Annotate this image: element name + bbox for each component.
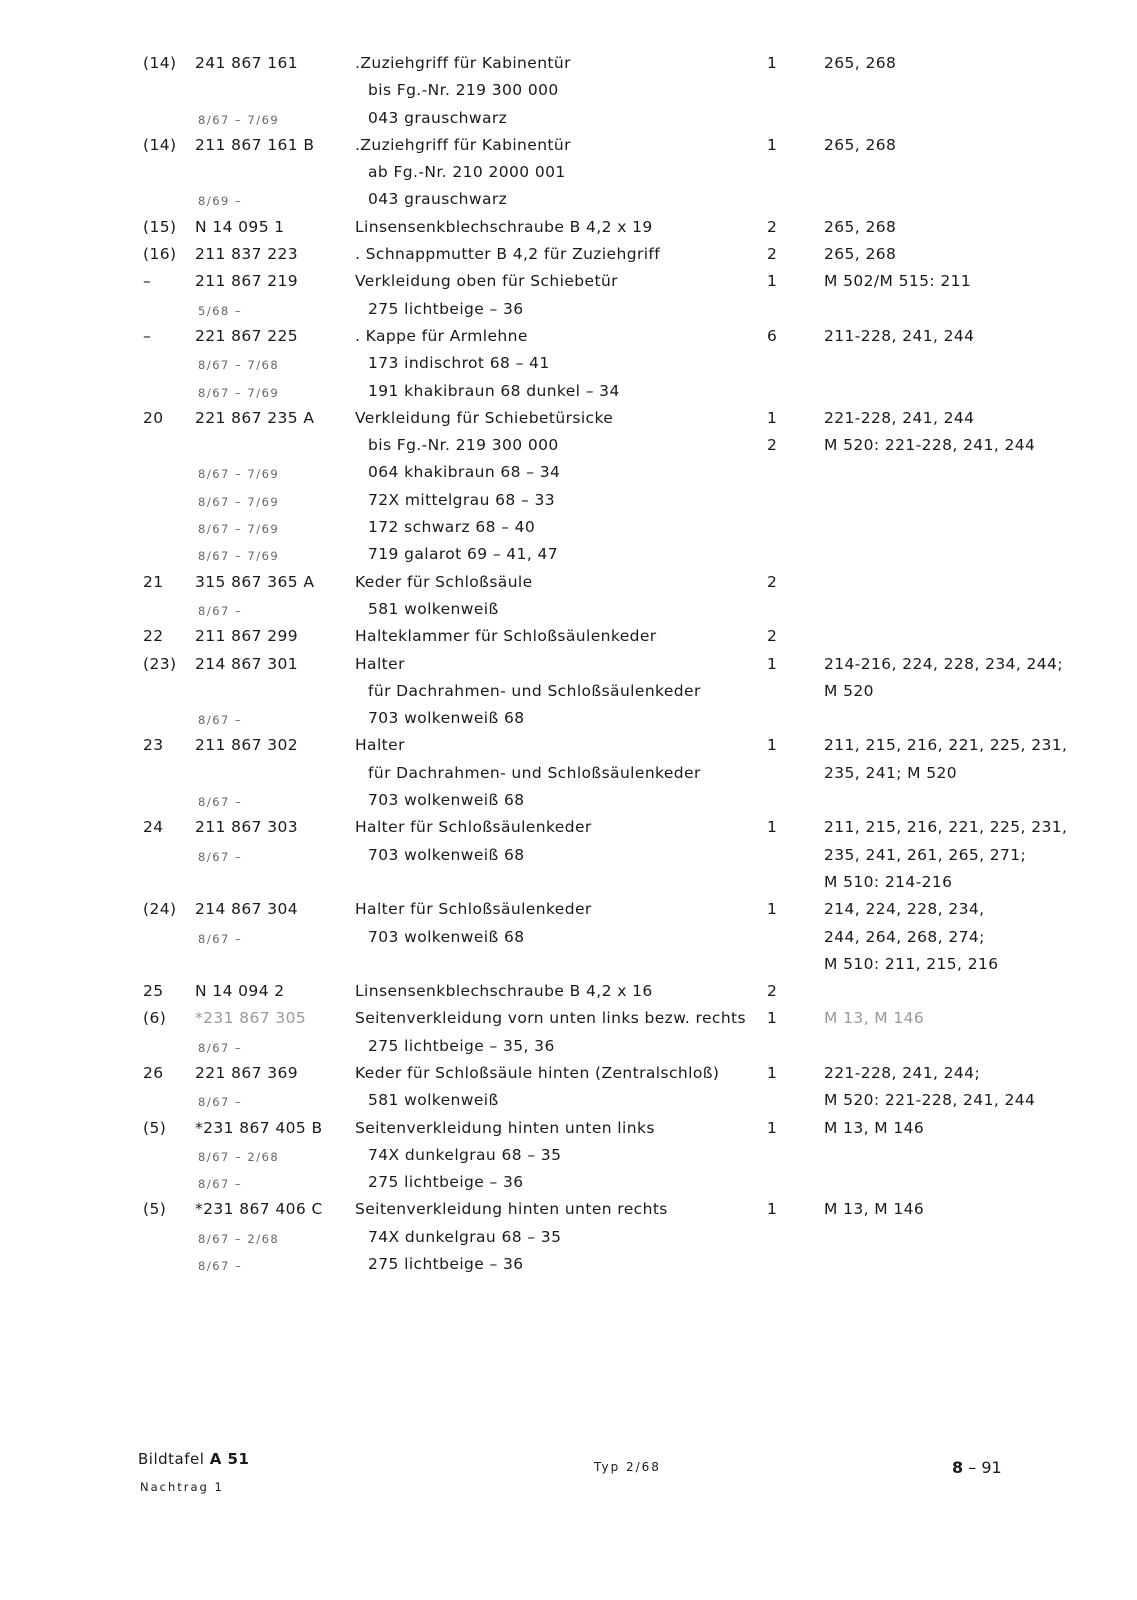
description-detail: ab Fg.-Nr. 210 2000 001 (368, 163, 566, 182)
figure-ref: (23) (143, 654, 177, 673)
description-detail: 275 lichtbeige – 35, 36 (368, 1036, 555, 1055)
date-range: 8/67 – (198, 931, 243, 946)
description-detail: 275 lichtbeige – 36 (368, 1173, 524, 1192)
list-item (0, 489, 1137, 516)
description-detail: 74X dunkelgrau 68 – 35 (368, 1145, 562, 1164)
description-detail: 064 khakibraun 68 – 34 (368, 463, 561, 482)
description: Halter (355, 736, 405, 755)
description-detail: 581 wolkenweiß (368, 599, 499, 618)
description-detail: 043 grauschwarz (368, 108, 508, 127)
part-number: 221 867 235 A (195, 408, 315, 427)
quantity: 1 (767, 1118, 778, 1137)
quantity: 6 (767, 326, 778, 345)
part-number: 211 867 303 (195, 818, 299, 837)
list-item (0, 653, 1137, 680)
list-item (0, 1171, 1137, 1198)
figure-ref: 22 (143, 627, 164, 646)
description-detail: 275 lichtbeige – 36 (368, 1255, 524, 1274)
list-item (0, 380, 1137, 407)
list-item (0, 1117, 1137, 1144)
description-detail: 043 grauschwarz (368, 190, 508, 209)
date-range: 8/67 – 7/69 (198, 112, 280, 127)
description: Linsensenkblechschraube B 4,2 x 19 (355, 217, 653, 236)
date-range: 8/67 – 7/69 (198, 385, 280, 400)
figure-ref: (14) (143, 54, 177, 72)
quantity: 2 (767, 245, 778, 264)
list-item (0, 1062, 1137, 1089)
quantity: 2 (767, 217, 778, 236)
description: Linsensenkblechschraube B 4,2 x 16 (355, 982, 653, 1001)
description-detail: 703 wolkenweiß 68 (368, 845, 525, 864)
date-range: 8/67 – (198, 795, 243, 810)
part-number: 315 867 365 A (195, 572, 315, 591)
description: . Kappe für Armlehne (355, 326, 528, 345)
quantity: 1 (767, 736, 778, 755)
date-range: 8/67 – 7/69 (198, 494, 280, 509)
date-range: 8/67 – 2/68 (198, 1231, 280, 1246)
part-number: *231 867 305 (195, 1009, 307, 1028)
quantity: 1 (767, 1009, 778, 1028)
part-number: 214 867 301 (195, 654, 299, 673)
list-item (0, 898, 1137, 925)
remarks: 211, 215, 216, 221, 225, 231, (824, 818, 1068, 837)
figure-ref: 23 (143, 736, 164, 755)
part-number: *231 867 406 C (195, 1200, 323, 1219)
date-range: 5/68 – (198, 303, 243, 318)
description: . Schnappmutter B 4,2 für Zuziehgriff (355, 245, 661, 264)
remarks: 265, 268 (824, 135, 897, 154)
date-range: 8/67 – (198, 849, 243, 864)
list-item (0, 516, 1137, 543)
description: .Zuziehgriff für Kabinentür (355, 135, 571, 154)
description: Halter (355, 654, 405, 673)
description: Keder für Schloßsäule hinten (Zentralschloß) (355, 1063, 720, 1082)
remarks: M 502/M 515: 211 (824, 272, 972, 291)
description-detail: 703 wolkenweiß 68 (368, 927, 525, 946)
remarks: 211, 215, 216, 221, 225, 231, (824, 736, 1068, 755)
remarks: M 510: 211, 215, 216 (824, 954, 999, 973)
remarks: M 520: 221-228, 241, 244 (824, 1091, 1036, 1110)
remarks: 221-228, 241, 244; (824, 1063, 981, 1082)
figure-ref: 24 (143, 818, 164, 837)
description-detail: 172 schwarz 68 – 40 (368, 518, 536, 537)
list-item (0, 680, 1137, 707)
description-detail: 719 galarot 69 – 41, 47 (368, 545, 559, 564)
date-range: 8/67 – 7/69 (198, 467, 280, 482)
figure-ref: 25 (143, 982, 164, 1001)
part-number: 221 867 225 (195, 326, 299, 345)
list-item (0, 1035, 1137, 1062)
description-detail: für Dachrahmen- und Schloßsäulenkeder (368, 681, 701, 700)
remarks: 235, 241; M 520 (824, 763, 958, 782)
remarks: 244, 264, 268, 274; (824, 927, 985, 946)
date-range: 8/67 – (198, 603, 243, 618)
figure-ref: (6) (143, 1009, 167, 1028)
plate-number: A 51 (209, 1450, 250, 1468)
part-number: 211 867 219 (195, 272, 299, 291)
remarks: 235, 241, 261, 265, 271; (824, 845, 1027, 864)
description-detail: 581 wolkenweiß (368, 1091, 499, 1110)
date-range: 8/67 – 7/69 (198, 549, 280, 564)
list-item (0, 625, 1137, 652)
list-item (0, 216, 1137, 243)
remarks: M 520 (824, 681, 874, 700)
parts-list (0, 52, 1137, 1280)
list-item (0, 270, 1137, 297)
remarks: 265, 268 (824, 217, 897, 236)
date-range: 8/67 – 2/68 (198, 1149, 280, 1164)
list-item (0, 1253, 1137, 1280)
list-item (0, 789, 1137, 816)
list-item (0, 134, 1137, 161)
part-number: 211 867 161 B (195, 135, 315, 154)
part-number: 214 867 304 (195, 900, 299, 919)
figure-ref: 20 (143, 408, 164, 427)
date-range: 8/67 – 7/68 (198, 358, 280, 373)
description-detail: für Dachrahmen- und Schloßsäulenkeder (368, 763, 701, 782)
list-item (0, 980, 1137, 1007)
figure-ref: (16) (143, 245, 177, 264)
quantity: 1 (767, 900, 778, 919)
remarks: M 13, M 146 (824, 1118, 925, 1137)
figure-ref: (24) (143, 900, 177, 919)
remarks: 214, 224, 228, 234, (824, 900, 985, 919)
list-item (0, 161, 1137, 188)
quantity: 2 (767, 627, 778, 646)
part-number: 221 867 369 (195, 1063, 299, 1082)
list-item (0, 407, 1137, 434)
date-range: 8/67 – (198, 1040, 243, 1055)
list-item (0, 325, 1137, 352)
date-range: 8/67 – (198, 713, 243, 728)
quantity: 1 (767, 1200, 778, 1219)
list-item (0, 298, 1137, 325)
figure-ref: – (143, 272, 152, 291)
figure-ref: 26 (143, 1063, 164, 1082)
quantity: 1 (767, 54, 778, 72)
date-range: 8/67 – 7/69 (198, 522, 280, 537)
remarks: M 13, M 146 (824, 1009, 925, 1028)
list-item (0, 707, 1137, 734)
description-detail: bis Fg.-Nr. 219 300 000 (368, 436, 559, 455)
date-range: 8/67 – (198, 1259, 243, 1274)
description-detail: 275 lichtbeige – 36 (368, 299, 524, 318)
figure-ref: (5) (143, 1118, 167, 1137)
description: Halteklammer für Schloßsäulenkeder (355, 627, 657, 646)
part-number: *231 867 405 B (195, 1118, 323, 1137)
quantity: 1 (767, 272, 778, 291)
list-item (0, 953, 1137, 980)
list-item (0, 188, 1137, 215)
description-detail: 72X mittelgrau 68 – 33 (368, 490, 555, 509)
quantity: 1 (767, 1063, 778, 1082)
list-item (0, 762, 1137, 789)
page-number (952, 1458, 1002, 1477)
description: Keder für Schloßsäule (355, 572, 533, 591)
description-detail: 703 wolkenweiß 68 (368, 709, 525, 728)
description: Halter für Schloßsäulenkeder (355, 900, 592, 919)
part-number: N 14 095 1 (195, 217, 285, 236)
list-item (0, 434, 1137, 461)
list-item (0, 1226, 1137, 1253)
list-item (0, 52, 1137, 79)
list-item (0, 1144, 1137, 1171)
list-item (0, 871, 1137, 898)
list-item (0, 1089, 1137, 1116)
description-detail: bis Fg.-Nr. 219 300 000 (368, 81, 559, 100)
list-item (0, 598, 1137, 625)
list-item (0, 243, 1137, 270)
supplement: Nachtrag 1 (140, 1480, 224, 1494)
remarks: M 13, M 146 (824, 1200, 925, 1219)
part-number: N 14 094 2 (195, 982, 285, 1001)
list-item (0, 816, 1137, 843)
plate-label: Bildtafel (138, 1450, 205, 1468)
date-range: 8/67 – (198, 1095, 243, 1110)
description: Seitenverkleidung hinten unten links (355, 1118, 655, 1137)
description: Seitenverkleidung hinten unten rechts (355, 1200, 668, 1219)
list-item (0, 1198, 1137, 1225)
figure-ref: (15) (143, 217, 177, 236)
list-item (0, 844, 1137, 871)
description-detail: 74X dunkelgrau 68 – 35 (368, 1227, 562, 1246)
quantity: 1 (767, 654, 778, 673)
description: Verkleidung für Schiebetürsicke (355, 408, 614, 427)
list-item (0, 107, 1137, 134)
part-number: 211 837 223 (195, 245, 299, 264)
list-item (0, 926, 1137, 953)
list-item (0, 79, 1137, 106)
description: Verkleidung oben für Schiebetür (355, 272, 618, 291)
list-item (0, 352, 1137, 379)
figure-ref: (5) (143, 1200, 167, 1219)
figure-ref: – (143, 326, 152, 345)
description-detail: 173 indischrot 68 – 41 (368, 354, 550, 373)
part-number: 211 867 302 (195, 736, 299, 755)
date-range: 8/67 – (198, 1177, 243, 1192)
remarks: 214-216, 224, 228, 234, 244; (824, 654, 1063, 673)
list-item (0, 734, 1137, 761)
plate-reference (138, 1450, 249, 1468)
part-number: 241 867 161 (195, 54, 299, 72)
remarks: 221-228, 241, 244 (824, 408, 975, 427)
figure-ref: (14) (143, 135, 177, 154)
date-range: 8/69 – (198, 194, 243, 209)
list-item (0, 571, 1137, 598)
description-detail: 191 khakibraun 68 dunkel – 34 (368, 381, 620, 400)
list-item (0, 543, 1137, 570)
quantity: 2 (767, 572, 778, 591)
remarks: 265, 268 (824, 54, 897, 72)
description: .Zuziehgriff für Kabinentür (355, 54, 571, 72)
quantity: 1 (767, 135, 778, 154)
part-number: 211 867 299 (195, 627, 299, 646)
remarks: M 520: 221-228, 241, 244 (824, 436, 1036, 455)
figure-ref: 21 (143, 572, 164, 591)
remarks: 211-228, 241, 244 (824, 326, 975, 345)
remarks: 265, 268 (824, 245, 897, 264)
list-item (0, 461, 1137, 488)
description: Seitenverkleidung vorn unten links bezw. rechts (355, 1009, 746, 1028)
quantity: 2 (767, 436, 778, 455)
remarks: M 510: 214-216 (824, 872, 953, 891)
quantity: 1 (767, 408, 778, 427)
description: Halter für Schloßsäulenkeder (355, 818, 592, 837)
type-label: Typ 2/68 (594, 1460, 661, 1474)
quantity: 2 (767, 982, 778, 1001)
description-detail: 703 wolkenweiß 68 (368, 791, 525, 810)
list-item (0, 1007, 1137, 1034)
page-section: 8 (952, 1458, 964, 1477)
quantity: 1 (767, 818, 778, 837)
page-num: – 91 (968, 1458, 1002, 1477)
